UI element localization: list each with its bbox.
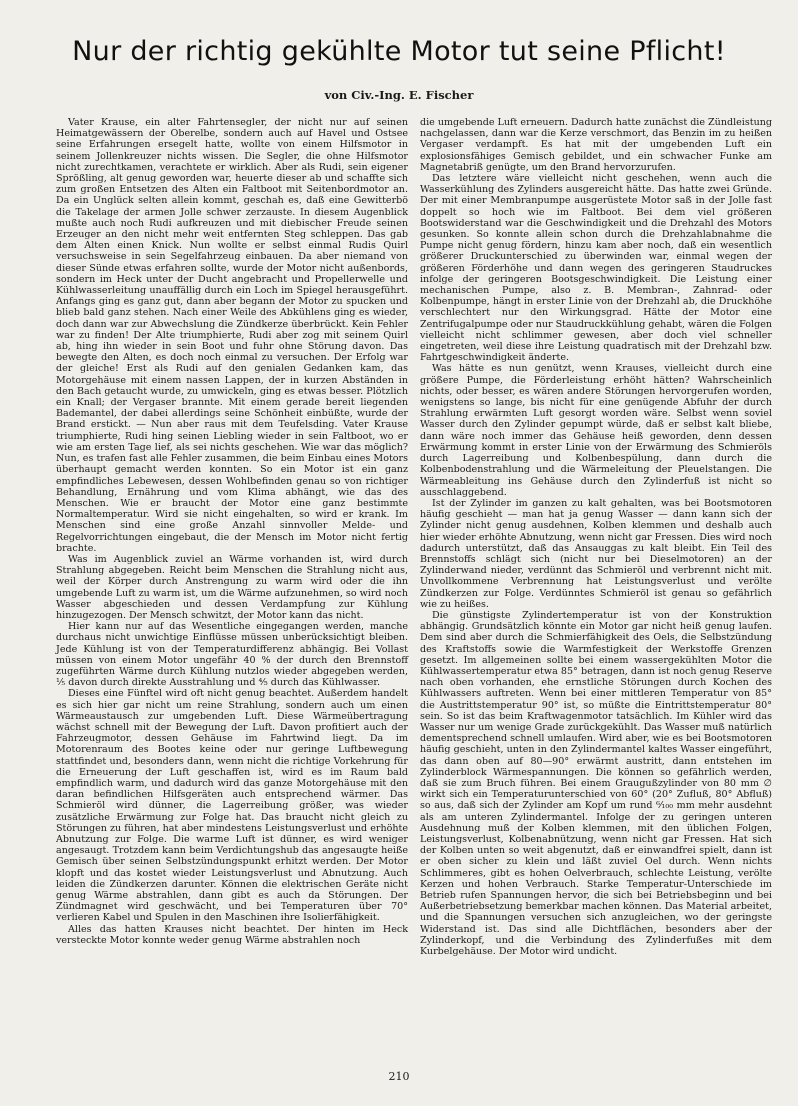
- paragraph: die umgebende Luft erneuern. Dadurch hatte zunächst die Zündleistung nachgelassen, dann war die Kerze verschmort, das Benzin im zu heißen Vergaser verdampft. Es hat mit der umgebenden Luft ein explosionsfähiges Gemisch gebildet, und ein schwacher Funke am Magnetabriß genügte, um den Brand hervorzurufen.: [420, 117, 772, 173]
- article-title: Nur der richtig gekühlte Motor tut seine Pflicht!: [72, 36, 726, 67]
- paragraph: Vater Krause, ein alter Fahrtensegler, der nicht nur auf seinen Heimatgewässern der Oberelbe, sondern auch auf Havel und Ostsee seine Erfahrungen ersegelt hatte, wollte von einem Hilfsmotor in seinem Jollenkreuzer nichts wissen. Die Segler, die ohne Hilfsmotor nicht zurechtkamen, verachtete er wirklich. Aber als Rudi, sein eigener Sprößling, alt genug geworden war, heuerte dieser ab und schaffte sich zum großen Entsetzen des Alten ein Faltboot mit Seitenbordmotor an. Da ein Unglück selten allein kommt, geschah es, daß eine Gewitterbö die Takelage der armen Jolle schwer zerzauste. In diesem Augenblick mußte auch noch Rudi aufkreuzen und mit diebischer Freude seinen Erzeuger an den nicht mehr weit entfernten Steg schleppen. Das gab dem Alten einen Knick. Nun wollte er selbst einmal Rudis Quirl versuchsweise in sein Segelfahrzeug einbauen. Da aber niemand von dieser Sünde etwas erfahren sollte, wurde der Motor nicht außenbords, sondern im Heck unter der Ducht angebracht und Propellerwelle und Kühlwasserleitung unauffällig durch ein Loch im Spiegel herausgeführt. Anfangs ging es ganz gut, dann aber begann der Motor zu spucken und blieb bald ganz stehen. Nach einer Weile des Abkühlens ging es wieder, doch dann war zur Abwechslung die Zündkerze überbrückt. Kein Fehler war zu finden! Der Alte triumphierte, Rudi aber zog mit seinem Quirl ab, hing ihn wieder in sein Boot und fuhr ohne Störung davon. Das bewegte den Alten, es doch noch einmal zu versuchen. Der Erfolg war der gleiche! Erst als Rudi auf den genialen Gedanken kam, das Motorgehäuse mit einem nassen Lappen, der in kurzen Abständen in den Bach getaucht wurde, zu umwickeln, ging es etwas besser. Plötzlich ein Knall; der Vergaser brannte. Mit einem gerade bereit liegenden Bademantel, der dabei allerdings seine Schönheit einbüßte, wurde der Brand erstickt. — Nun aber raus mit dem Teufelsding. Vater Krause triumphierte, Rudi hing seinen Liebling wieder in sein Faltboot, wo er wie am ersten Tage lief, als sei nichts geschehen. Wie war das möglich? Nun, es trafen fast alle Fehler zusammen, die beim Einbau eines Motors überhaupt gemacht werden konnten. So ein Motor ist ein ganz empfindliches Lebewesen, dessen Wohlbefinden genau so von richtiger Behandlung, Ernährung und vom Klima abhängt, wie das des Menschen. Wie er braucht der Motor eine ganz bestimmte Normaltemperatur. Wird sie nicht eingehalten, so wird er krank. Im Menschen sind eine große Anzahl sinnvoller Melde- und Regelvorrichtungen eingebaut, die der Mensch im Motor nicht fertig brachte.: [56, 117, 408, 554]
- paragraph: Ist der Zylinder im ganzen zu kalt gehalten, was bei Bootsmotoren häufig geschieht — man hat ja genug Wasser — dann kann sich der Zylinder nicht genug ausdehnen, Kolben klemmen und deshalb auch hier wieder erhöhte Abnutzung, wenn nicht gar Fressen. Dies wird noch dadurch unterstützt, daß das Ansauggas zu kalt bleibt. Ein Teil des Brennstoffs schlägt sich (nicht nur bei Dieselmotoren) an der Zylinderwand nieder, verdünnt das Schmieröl und verbrennt nicht mit. Unvollkommene Verbrennung hat Leistungsverlust und verölte Zündkerzen zur Folge. Verdünntes Schmieröl ist genau so gefährlich wie zu heißes.: [420, 497, 772, 610]
- paragraph: Alles das hatten Krauses nicht beachtet. Der hinten im Heck versteckte Motor konnte weder genug Wärme abstrahlen noch: [56, 923, 408, 946]
- paragraph: Dieses eine Fünftel wird oft nicht genug beachtet. Außerdem handelt es sich hier gar nicht um reine Strahlung, sondern auch um einen Wärmeaustausch zur umgebenden Luft. Diese Wärmeübertragung wächst schnell mit der Bewegung der Luft. Davon profitiert auch der Fahrzeugmotor, dessen Gehäuse im Fahrtwind liegt. Da im Motorenraum des Bootes keine oder nur geringe Luftbewegung stattfindet und, besonders dann, wenn nicht die richtige Vorkehrung für die Erneuerung der Luft geschaffen ist, wird es im Raum bald empfindlich warm, und dadurch wird das ganze Motorgehäuse mit den daran befindlichen Hilfsgeräten auch entsprechend wärmer. Das Schmieröl wird dünner, die Lagerreibung größer, was wieder zusätzliche Erwärmung zur Folge hat. Das braucht nicht gleich zu Störungen zu führen, hat aber mindestens Leistungsverlust und erhöhte Abnutzung zur Folge. Die warme Luft ist dünner, es wird weniger angesaugt. Trotzdem kann beim Verdichtungshub das angesaugte heiße Gemisch über seinen Selbstzündungspunkt erhitzt werden. Der Motor klopft und das kostet wieder Leistungsverlust und Abnutzung. Auch leiden die Zündkerzen darunter. Können die elektrischen Geräte nicht genug Wärme abstrahlen, dann gibt es auch da Störungen. Der Zündmagnet wird geschwächt, und bei Temperaturen über 70° verlieren Kabel und Spulen in den Maschinen ihre Isolierfähigkeit.: [56, 688, 408, 924]
- paragraph: Was im Augenblick zuviel an Wärme vorhanden ist, wird durch Strahlung abgegeben. Reicht beim Menschen die Strahlung nicht aus, weil der Körper durch Anstrengung zu warm wird oder die ihn umgebende Luft zu warm ist, um die Wärme aufzunehmen, so wird noch Wasser abgeschieden und dessen Verdampfung zur Kühlung hinzugezogen. Der Mensch schwitzt, der Motor kann das nicht.: [56, 553, 408, 621]
- paragraph: Was hätte es nun genützt, wenn Krauses, vielleicht durch eine größere Pumpe, die Förderleistung erhöht hätten? Wahrscheinlich nichts, oder besser, es wären andere Störungen hervorgerufen worden, wenigstens so lange, bis nicht für eine genügende Abfuhr der durch Strahlung erwärmten Luft gesorgt worden wäre. Selbst wenn soviel Wasser durch den Zylinder gepumpt würde, daß er selbst kalt bliebe, dann wäre noch immer das Gehäuse heiß geworden, denn dessen Erwärmung kommt in erster Linie von der Erwärmung des Schmieröls durch Lagerreibung und Kolbenbespülung, dann durch die Kolbenbodenstrahlung und die Wärmeleitung der Pleuelstangen. Die Wärmeableitung ins Gehäuse durch den Zylinderfuß ist nicht so ausschlaggebend.: [420, 363, 772, 498]
- paragraph: Hier kann nur auf das Wesentliche eingegangen werden, manche durchaus nicht unwichtige Einflüsse müssen unberücksichtigt bleiben. Jede Kühlung ist von der Temperaturdifferenz abhängig. Bei Vollast müssen von einem Motor ungefähr 40 % der durch den Brennstoff zugeführten Wärme durch Kühlung nutzlos wieder abgegeben werden, ⅕ davon durch direkte Ausstrahlung und ⁴⁄₅ durch das Kühlwasser.: [56, 621, 408, 689]
- left-column: [56, 117, 408, 946]
- paragraph: Die günstigste Zylindertemperatur ist von der Konstruktion abhängig. Grundsätzlich könnte ein Motor gar nicht heiß genug laufen. Dem sind aber durch die Schmierfähigkeit des Oels, die Selbstzündung des Kraftstoffs sowie die Warmfestigkeit der Werkstoffe Grenzen gesetzt. Im allgemeinen sollte bei einem wassergekühlten Motor die Kühlwassertemperatur etwa 85° betragen, dann ist noch genug Reserve nach oben vorhanden, ehe ernstliche Störungen durch Kochen des Kühlwassers auftreten. Wenn bei einer mittleren Temperatur von 85° die Austrittstemperatur 90° ist, so müßte die Eintrittstemperatur 80° sein. So ist das beim Kraftwagenmotor tatsächlich. Im Kühler wird das Wasser nur um wenige Grade zurückgekühlt. Das Wasser muß natürlich dementsprechend schnell umlaufen. Wird aber, wie es bei Bootsmotoren häufig geschieht, unten in den Zylindermantel kaltes Wasser eingeführt, das dann oben auf 80—90° erwärmt austritt, dann entstehen im Zylinderblock Wärmespannungen. Die können so gefährlich werden, daß sie zum Bruch führen. Bei einem Graugußzylinder von 80 mm ∅ wirkt sich ein Temperaturunterschied von 60° (20° Zufluß, 80° Abfluß) so aus, daß sich der Zylinder am Kopf um rund ⁶⁄₁₀₀ mm mehr ausdehnt als am unteren Zylindermantel. Infolge der zu geringen unteren Ausdehnung muß der Kolben klemmen, mit den üblichen Folgen, Leistungsverlust, Kolbenabnützung, wenn nicht gar Fressen. Hat sich der Kolben unten so weit abgenutzt, daß er einwandfrei spielt, dann ist er oben sicher zu klein und läßt zuviel Oel durch. Wenn nichts Schlimmeres, gibt es hohen Oelverbrauch, schlechte Leistung, verölte Kerzen und hohen Verbrauch. Starke Temperatur-Unterschiede im Betrieb rufen Spannungen hervor, die sich bei Betriebsbeginn und bei Außerbetriebsetzung bemerkbar machen können. Das Material arbeitet, und die Spannungen versuchen sich anzugleichen, wo der geringste Widerstand ist. Das sind alle Dichtflächen, besonders aber der Zylinderkopf, und die Verbindung des Zylinderfußes mit dem Kurbelgehäuse. Der Motor wird undicht.: [420, 609, 772, 958]
- right-column: [420, 117, 772, 957]
- author-byline: von Civ.-Ing. E. Fischer: [324, 88, 474, 102]
- paragraph: Das letztere wäre vielleicht nicht geschehen, wenn auch die Wasserkühlung des Zylinders ausgereicht hätte. Das hatte zwei Gründe. Der mit einer Membranpumpe ausgerüstete Motor saß in der Jolle fast doppelt so hoch wie im Faltboot. Bei dem viel größeren Bootswiderstand war die Geschwindigkeit und die Drehzahl des Motors gesunken. So konnte allein schon durch die Drehzahlabnahme die Pumpe nicht genug fördern, hinzu kam aber noch, daß ein wesentlich größerer Druckunterschied zu überwinden war, einmal wegen der größeren Förderhöhe und dann wegen des geringeren Staudruckes infolge der geringeren Bootsgeschwindigkeit. Die Leistung einer mechanischen Pumpe, also z. B. Membran-, Zahnrad- oder Kolbenpumpe, hängt in erster Linie von der Drehzahl ab, die Druckhöhe verschlechtert nur den Wirkungsgrad. Hätte der Motor eine Zentrifugalpumpe oder nur Staudruckkühlung gehabt, wären die Folgen vielleicht nicht schlimmer gewesen, aber doch viel schneller eingetreten, weil diese ihre Leistung quadratisch mit der Drehzahl bzw. Fahrtgeschwindigkeit änderte.: [420, 173, 772, 364]
- page-number: 210: [388, 1070, 410, 1083]
